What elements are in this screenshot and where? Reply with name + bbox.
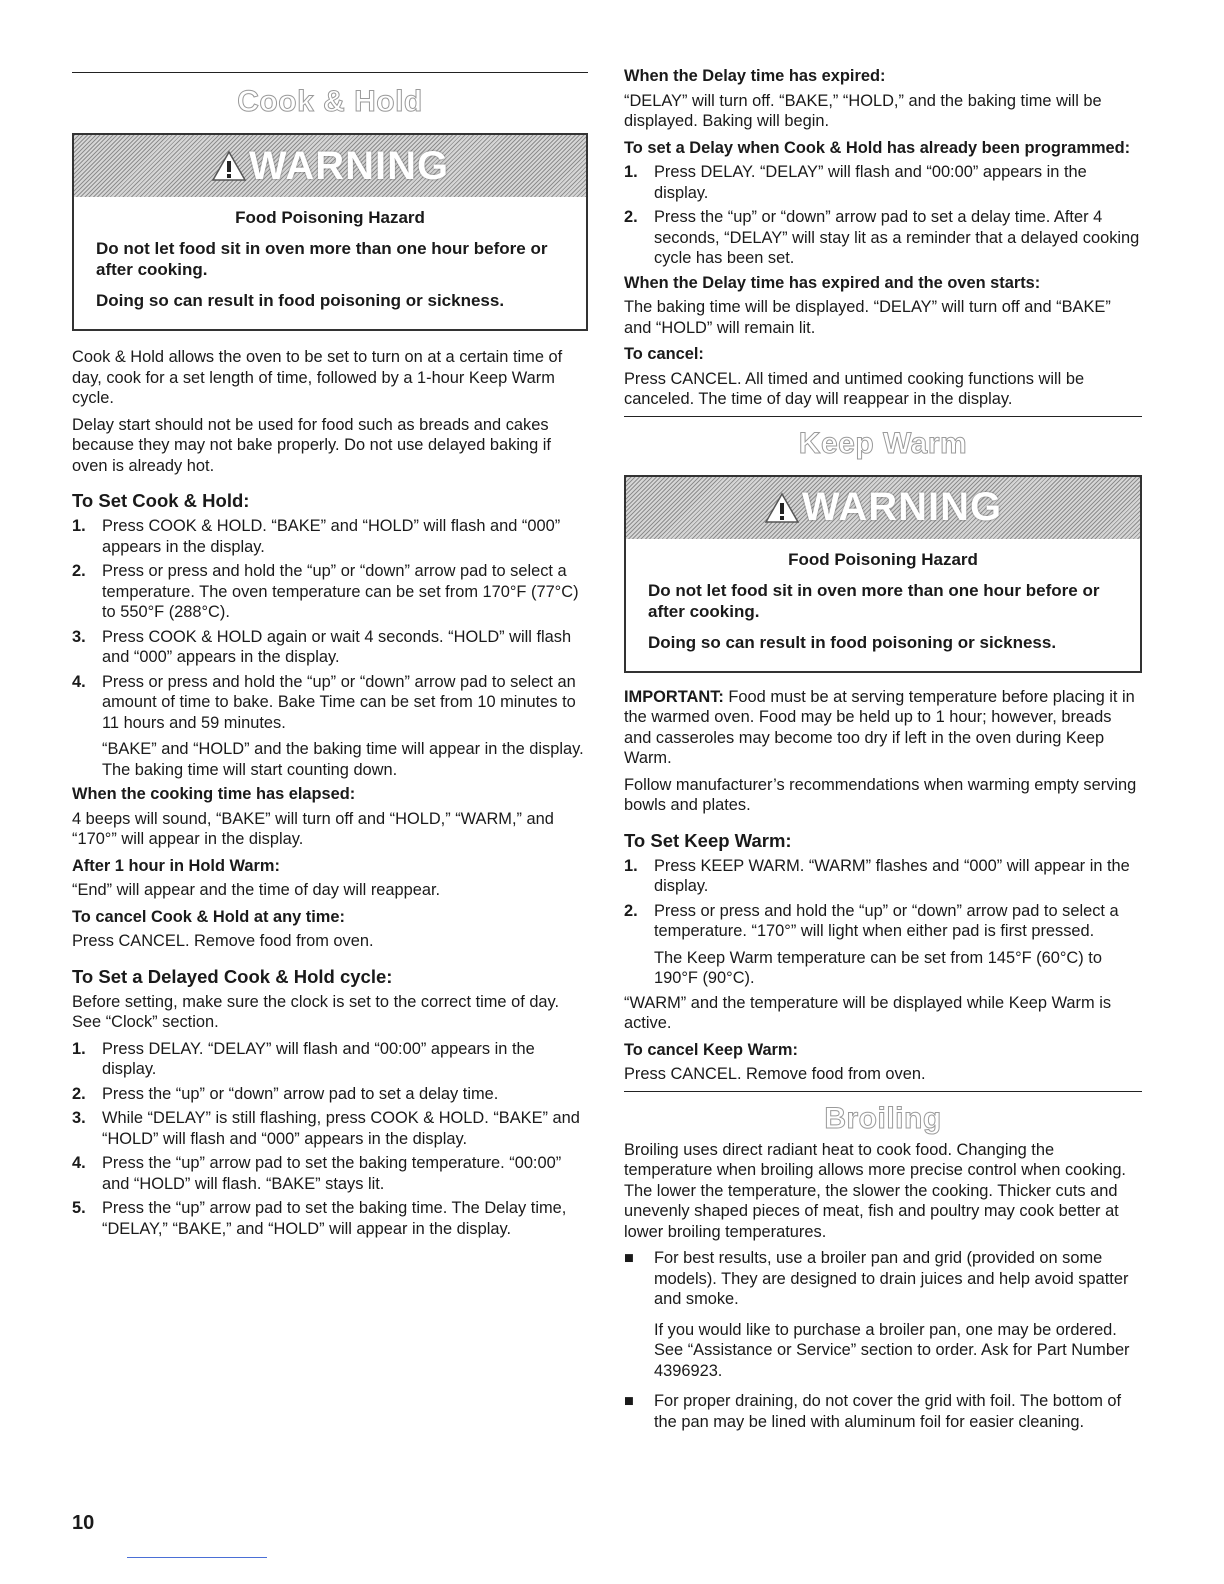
elapsed-text: 4 beeps will sound, “BAKE” will turn off and “HOLD,” “WARM,” and “170°” will appear in the display. xyxy=(72,809,554,848)
delayed-heading: To Set a Delayed Cook & Hold cycle: xyxy=(72,965,393,987)
broiling-bullets xyxy=(624,1248,1142,1432)
list-item: 3. Press COOK & HOLD again or wait 4 seconds. “HOLD” will flash and “000” appears in the display. xyxy=(72,627,572,666)
elapsed-heading: When the cooking time has elapsed: xyxy=(72,785,356,803)
warning-triangle-icon xyxy=(764,492,800,524)
list-item: 4. Press the “up” arrow pad to set the baking temperature. “00:00” and “HOLD” will flash. “BAKE” stays lit. xyxy=(72,1154,562,1193)
after-hold-text: “End” will appear and the time of day will reappear. xyxy=(72,881,441,899)
follow-paragraph: Follow manufacturer’s recommendations when warming empty serving bowls and plates. xyxy=(624,775,1137,814)
list-item: 1. Press DELAY. “DELAY” will flash and “00:00” appears in the display. xyxy=(624,163,1087,202)
cancel-keep-warm-heading: To cancel Keep Warm: xyxy=(624,1040,798,1059)
warning-label: WARNING xyxy=(801,485,1003,529)
cancel-keep-warm-text: Press CANCEL. Remove food from oven. xyxy=(624,1065,926,1083)
cancel-cook-hold-heading: To cancel Cook & Hold at any time: xyxy=(72,907,345,926)
programmed-heading: To set a Delay when Cook & Hold has already been programmed: xyxy=(624,138,1131,157)
step2-note: The Keep Warm temperature can be set from 145°F (60°C) to 190°F (90°C). xyxy=(654,948,1102,987)
page-number: 10 xyxy=(72,1512,95,1534)
intro-paragraph: Cook & Hold allows the oven to be set to turn on at a certain time of day, cook for a set length of time, followed by a 1-hour Keep Warm cycle. xyxy=(72,348,563,407)
list-item: 1. Press KEEP WARM. “WARM” flashes and “000” will appear in the display. xyxy=(624,856,1130,895)
warning-title xyxy=(764,485,1002,530)
warning-title xyxy=(211,144,449,189)
warning-triangle-icon xyxy=(211,150,247,182)
broiler-pan-note: If you would like to purchase a broiler pan, one may be ordered. See “Assistance or Service” section to order. Ask for Part Number 4396923. xyxy=(654,1320,1130,1380)
list-item: 1. Press COOK & HOLD. “BAKE” and “HOLD” will flash and “000” appears in the display. xyxy=(72,517,561,556)
important-paragraph: IMPORTANT: Food must be at serving temperature before placing it in the warmed oven. Food may be held up to 1 hour; however, breads and casseroles may become too dry if left in the oven during Keep Warm. xyxy=(624,687,1135,767)
warning-hazard: Food Poisoning Hazard xyxy=(788,549,978,569)
list-item: 5. Press the “up” arrow pad to set the baking time. The Delay time, “DELAY,” “BAKE,” and “HOLD” will appear in the display. xyxy=(72,1199,567,1238)
delayed-intro: Before setting, make sure the clock is set to the correct time of day. See “Clock” section. xyxy=(72,992,560,1031)
expired-heading: When the Delay time has expired: xyxy=(624,67,886,85)
warning-body xyxy=(626,539,1140,671)
set-cook-hold-heading: To Set Cook & Hold: xyxy=(72,490,250,511)
cancel-cook-hold-text: Press CANCEL. Remove food from oven. xyxy=(72,932,374,950)
set-keep-warm-steps xyxy=(624,856,1142,989)
cancel-heading: To cancel: xyxy=(624,345,704,363)
warning-label: WARNING xyxy=(248,143,450,188)
warning-hazard: Food Poisoning Hazard xyxy=(235,208,425,227)
warning-box xyxy=(72,133,588,331)
starts-heading: When the Delay time has expired and the oven starts: xyxy=(624,273,1041,292)
footer-link-underline xyxy=(127,1557,267,1558)
set-keep-warm-heading: To Set Keep Warm: xyxy=(624,829,792,851)
important-label: IMPORTANT: xyxy=(624,687,724,706)
section-divider xyxy=(72,72,588,73)
bullet-square-icon: ■ xyxy=(624,1249,634,1267)
bullet-square-icon: ■ xyxy=(624,1392,634,1410)
list-item: 2. Press or press and hold the “up” or “down” arrow pad to select a temperature. “170°” will light when either pad is first pressed. The Keep Warm temperature can be set from 145°F (60°C) to 190°F (90°C). xyxy=(624,901,1142,989)
delay-note-paragraph: Delay start should not be used for food such as breads and cakes because they may not bake properly. Do not use delayed baking if oven is already hot. xyxy=(72,415,551,475)
warm-display-text: “WARM” and the temperature will be displayed while Keep Warm is active. xyxy=(624,993,1112,1032)
list-item: ■ For proper draining, do not cover the grid with foil. The bottom of the pan may be lined with aluminum foil for easier cleaning. xyxy=(624,1392,1122,1431)
step4-note: “BAKE” and “HOLD” and the baking time will appear in the display. The baking time will start counting down. xyxy=(102,740,584,779)
list-item: 2. Press the “up” or “down” arrow pad to set a delay time. xyxy=(72,1084,499,1103)
warning-box xyxy=(624,475,1142,673)
section-divider xyxy=(624,1091,1142,1092)
section-divider xyxy=(624,416,1142,417)
warning-line1: Do not let food sit in oven more than one hour before or after cooking. xyxy=(96,239,548,279)
list-item: 2. Press or press and hold the “up” or “down” arrow pad to select a temperature. The oven temperature can be set from 170°F (77°C) to 550°F (288°C). xyxy=(72,562,579,621)
section-title-broiling: Broiling xyxy=(824,1101,942,1135)
warning-header xyxy=(74,135,586,197)
section-title-keep-warm: Keep Warm xyxy=(798,426,968,460)
list-item: ■ For best results, use a broiler pan and grid (provided on some models). They are designed to drain juices and help avoid spatter and smoke. If you would like to purchase a broiler pan, one may be ordered. See “Assistance or Service” section to order. Ask for Part Number 4396923. xyxy=(624,1248,1142,1381)
left-column xyxy=(72,0,588,1243)
warning-line2: Doing so can result in food poisoning or sickness. xyxy=(648,632,1057,652)
list-item: 4. Press or press and hold the “up” or “down” arrow pad to select an amount of time to bake. Bake Time can be set from 10 minutes to 11 hours and 59 minutes. “BAKE” and “HOLD” and the baking time will appear in the display. The baking time will start counting down. xyxy=(72,672,588,781)
right-column xyxy=(624,0,1142,1436)
section-title-cook-hold: Cook & Hold xyxy=(237,85,423,118)
warning-header xyxy=(626,477,1140,539)
list-item: 1. Press DELAY. “DELAY” will flash and “00:00” appears in the display. xyxy=(72,1039,535,1078)
expired-text: “DELAY” will turn off. “BAKE,” “HOLD,” and the baking time will be displayed. Baking will begin. xyxy=(624,91,1102,130)
delayed-steps xyxy=(72,1039,588,1240)
warning-line2: Doing so can result in food poisoning or sickness. xyxy=(96,291,505,310)
warning-body xyxy=(74,197,586,329)
list-item: 2. Press the “up” or “down” arrow pad to set a delay time. After 4 seconds, “DELAY” will stay lit as a reminder that a delayed cooking cycle has been set. xyxy=(624,208,1140,267)
set-cook-hold-steps xyxy=(72,516,588,780)
starts-text: The baking time will be displayed. “DELAY” will turn off and “BAKE” and “HOLD” will remain lit. xyxy=(624,298,1111,337)
list-item: 3. While “DELAY” is still flashing, press COOK & HOLD. “BAKE” and “HOLD” will flash and “000” appears in the display. xyxy=(72,1109,580,1148)
programmed-steps xyxy=(624,162,1142,269)
cancel-text: Press CANCEL. All timed and untimed cooking functions will be canceled. The time of day will reappear in the display. xyxy=(624,369,1085,408)
warning-line1: Do not let food sit in oven more than one hour before or after cooking. xyxy=(648,580,1100,621)
broiling-paragraph: Broiling uses direct radiant heat to cook food. Changing the temperature when broiling allows more precise control when cooking. The lower the temperature, the slower the cooking. Thicker cuts and unevenly shaped pieces of meat, fish and poultry may cook better at lower broiling temperatures. xyxy=(624,1140,1126,1241)
after-hold-heading: After 1 hour in Hold Warm: xyxy=(72,856,280,875)
